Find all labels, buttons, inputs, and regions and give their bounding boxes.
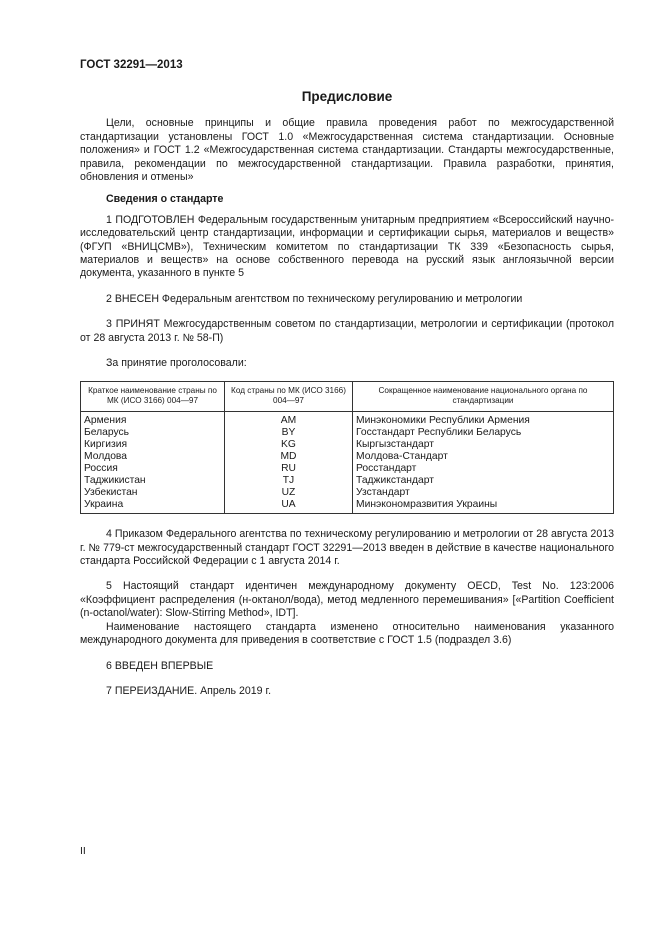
item-6-paragraph: 6 ВВЕДЕН ВПЕРВЫЕ [106,659,214,672]
page-number: II [80,845,86,857]
voting-table-header [81,381,614,411]
country-cell: Узбекистан [81,487,225,499]
code-cell: TJ [225,475,353,487]
table-row [81,451,614,463]
item-5-paragraph: 5 Настоящий стандарт идентичен международному документу OECD, Test No. 123:2006 «Коэффициент распределения (н-октанол/вода), метод медленного перемешивания» [«Partition Coefficient (n-octanol/water): Slow-Stirring Method», IDT]. [80,580,614,620]
item-3-paragraph: 3 ПРИНЯТ Межгосударственным советом по стандартизации, метрологии и сертификации (протокол от 28 августа 2013 г. № 58-П) [80,318,614,344]
body-cell: Кыргызстандарт [353,439,614,451]
code-cell: KG [225,439,353,451]
code-cell: UZ [225,487,353,499]
body-cell: Узстандарт [353,487,614,499]
voted-caption: За принятие проголосовали: [106,357,247,370]
country-cell: Молдова [81,451,225,463]
item-7-paragraph: 7 ПЕРЕИЗДАНИЕ. Апрель 2019 г. [106,684,272,697]
table-row [81,487,614,499]
body-cell: Росстандарт [353,463,614,475]
item-5-note-paragraph: Наименование настоящего стандарта изменено относительно наименования указанного международного документа для приведения в соответствие с ГОСТ 1.5 (подраздел 3.6) [80,620,614,647]
preface-content [80,90,614,698]
country-cell: Киргизия [81,439,225,451]
voting-table [80,381,614,515]
country-cell: Армения [81,411,225,427]
voting-table-body [81,411,614,514]
table-row [81,475,614,487]
body-cell: Молдова-Стандарт [353,451,614,463]
code-cell: RU [225,463,353,475]
item-2-paragraph: 2 ВНЕСЕН Федеральным агентством по техническому регулированию и метрологии [106,292,523,305]
standard-code-header: ГОСТ 32291—2013 [80,59,183,71]
section-subheading: Сведения о стандарте [106,193,224,206]
page-title: Предисловие [301,89,393,104]
header-code: Код страны по МК (ИСО 3166) 004—97 [225,381,353,411]
country-cell: Украина [81,499,225,514]
body-cell: Таджикстандарт [353,475,614,487]
intro-paragraph: Цели, основные принципы и общие правила проведения работ по межгосударственной стандартизации установлены ГОСТ 1.0 «Межгосударственная система стандартизации. Основные положения» и ГОСТ 1.2 «Межгосударственная система стандартизации. Стандарты межгосударственные, правила, рекомендации по межгосударственной стандартизации. Правила разработки, принятия, обновления и отмены» [80,117,614,184]
table-row [81,411,614,427]
code-cell: MD [225,451,353,463]
country-cell: Таджикистан [81,475,225,487]
table-row [81,463,614,475]
table-row [81,439,614,451]
country-cell: Беларусь [81,427,225,439]
table-row [81,427,614,439]
item-4-paragraph: 4 Приказом Федерального агентства по техническому регулированию и метрологии от 28 августа 2013 г. № 779-ст межгосударственный стандарт ГОСТ 32291—2013 введен в действие в качестве национального стандарта Российской Федерации с 1 августа 2014 г. [80,528,614,568]
code-cell: UA [225,499,353,514]
country-cell: Россия [81,463,225,475]
code-cell: BY [225,427,353,439]
body-cell: Минэкономразвития Украины [353,499,614,514]
code-cell: AM [225,411,353,427]
body-cell: Минэкономики Республики Армения [353,411,614,427]
header-country: Краткое наименование страны по МК (ИСО 3166) 004—97 [81,381,225,411]
table-row [81,499,614,514]
body-cell: Госстандарт Республики Беларусь [353,427,614,439]
item-1-paragraph: 1 ПОДГОТОВЛЕН Федеральным государственным унитарным предприятием «Всероссийский научно-исследовательский центр стандартизации, информации и сертификации сырья, материалов и веществ» (ФГУП «ВНИЦСМВ»), Техническим комитетом по стандартизации ТК 339 «Безопасность сырья, материалов и веществ» на основе собственного перевода на русский язык англоязычной версии документа, указанного в пункте 5 [80,213,614,280]
header-body: Сокращенное наименование национального органа по стандартизации [353,381,614,411]
